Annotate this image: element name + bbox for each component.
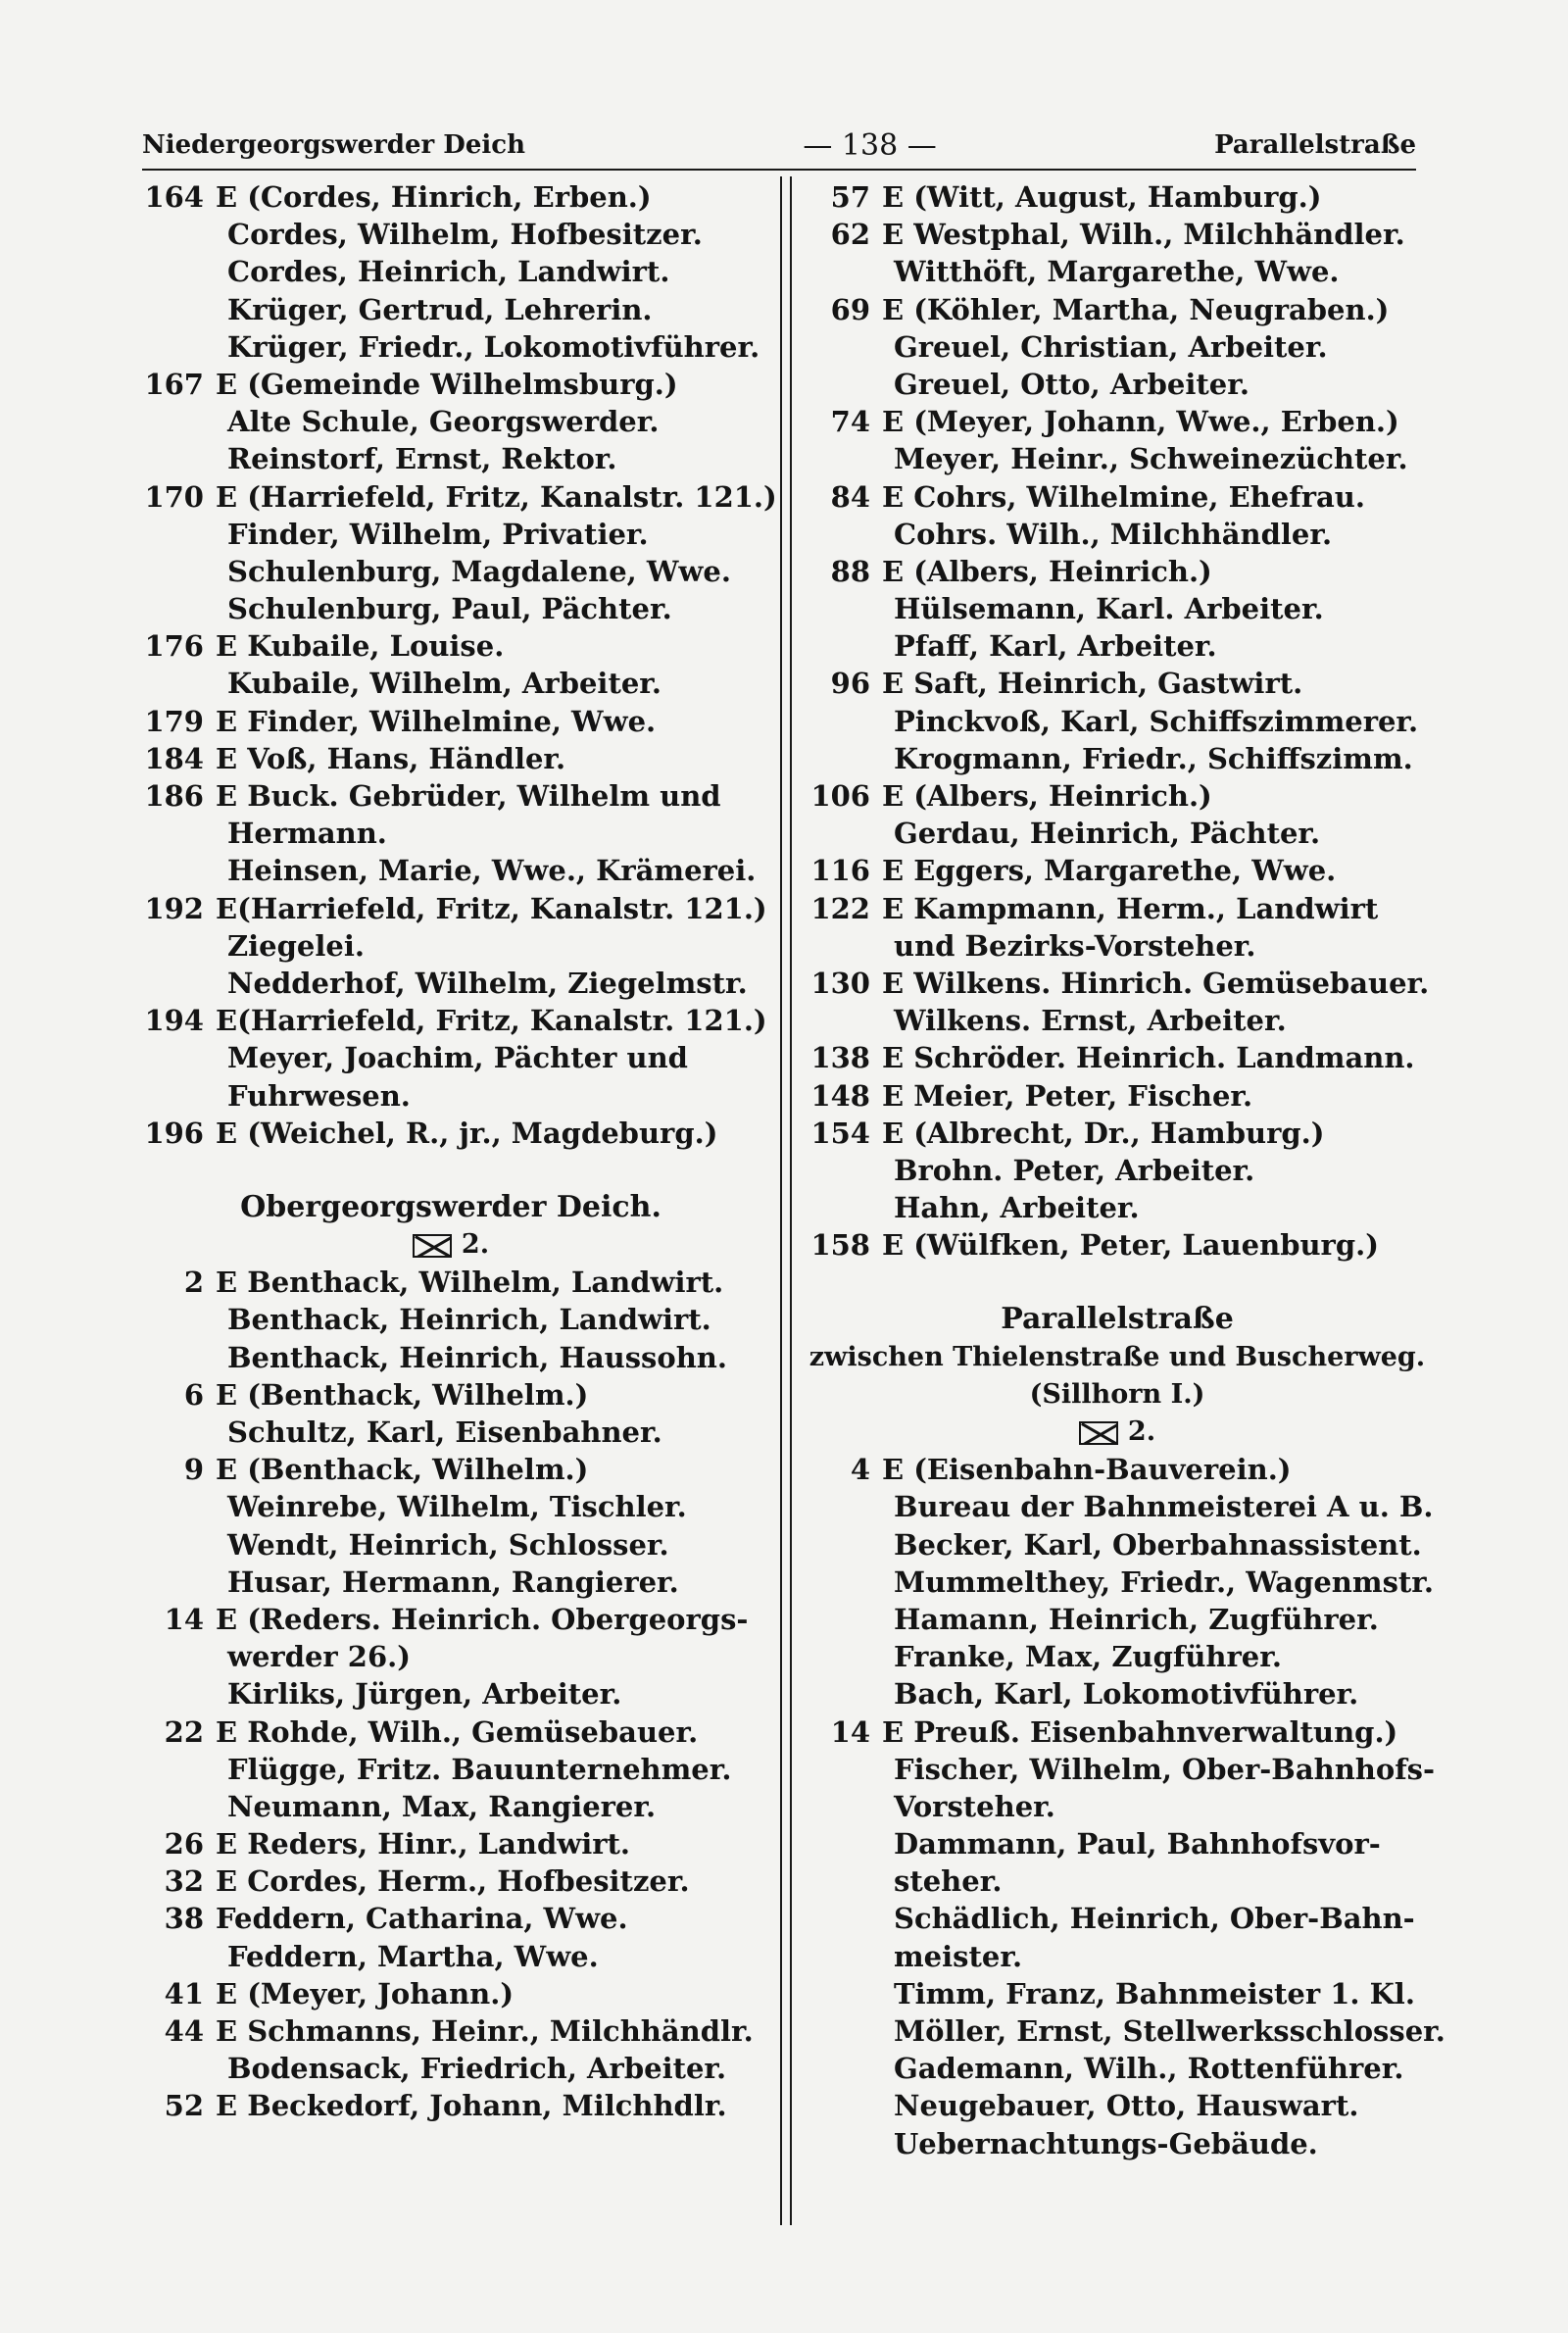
entry-text: E (Benthack, Wilhelm.) (216, 1377, 589, 1412)
left-column (137, 178, 777, 2125)
resident-line: Meyer, Joachim, Pächter und (227, 1041, 688, 1075)
resident-line: steher. (894, 1864, 1003, 1899)
house-entry (137, 366, 764, 403)
house-entry (804, 1713, 1431, 1751)
header-street-left: Niedergeorgswerder Deich (142, 130, 525, 160)
entry-text: E Wilkens. Hinrich. Gemüsebauer. (882, 966, 1430, 1000)
house-number: 164 (144, 180, 204, 214)
house-number: 52 (164, 2089, 204, 2123)
resident-line: Nedderhof, Wilhelm, Ziegelmstr. (227, 966, 748, 1000)
resident-line: Dammann, Paul, Bahnhofsvor- (894, 1827, 1381, 1861)
resident-line: Neumann, Max, Rangierer. (227, 1789, 657, 1823)
house-number: 196 (144, 1116, 204, 1150)
header-rule (142, 169, 1416, 171)
resident-line: Schädlich, Heinrich, Ober-Bahn- (894, 1902, 1415, 1936)
house-entry (137, 1713, 764, 1751)
house-entry (804, 178, 1431, 216)
resident-line: Krogmann, Friedr., Schiffszimm. (894, 741, 1413, 775)
house-entry (804, 1039, 1431, 1076)
house-number: 154 (810, 1116, 870, 1150)
house-entry (137, 2012, 764, 2050)
entry-text: E Cordes, Herm., Hofbesitzer. (216, 1864, 690, 1899)
resident-line: Vorsteher. (894, 1789, 1055, 1823)
entry-text: E Voß, Hans, Händler. (216, 741, 566, 775)
resident-line: Krüger, Friedr., Lokomotivführer. (227, 329, 760, 364)
resident-line: Witthöft, Margarethe, Wwe. (894, 255, 1340, 289)
house-entry (137, 627, 764, 665)
entry-text: E (Gemeinde Wilhelmsburg.) (216, 367, 678, 401)
resident-line: meister. (894, 1939, 1023, 1973)
house-entry (137, 1451, 764, 1488)
resident-line: Gademann, Wilh., Rottenführer. (894, 2052, 1404, 2086)
house-number: 179 (144, 704, 204, 738)
house-entry (804, 291, 1431, 328)
resident-line: Kirliks, Jürgen, Arbeiter. (227, 1677, 622, 1712)
house-number: 32 (164, 1864, 204, 1899)
resident-line: Hülsemann, Karl. Arbeiter. (894, 592, 1324, 626)
entry-text: E Cohrs, Wilhelmine, Ehefrau. (882, 479, 1365, 514)
house-number: 170 (144, 479, 204, 514)
house-entry (804, 216, 1431, 253)
resident-line: Heinsen, Marie, Wwe., Krämerei. (227, 854, 757, 888)
entry-text: E(Harriefeld, Fritz, Kanalstr. 121.) (216, 891, 767, 925)
house-entry (804, 478, 1431, 516)
resident-line: Franke, Max, Zugführer. (894, 1640, 1282, 1674)
resident-line: Pinckvoß, Karl, Schiffszimmerer. (894, 704, 1419, 738)
resident-line: Bureau der Bahnmeisterei A u. B. (894, 1490, 1434, 1524)
house-number: 26 (164, 1827, 204, 1861)
entry-text: E (Reders. Heinrich. Obergeorgs- (216, 1602, 749, 1636)
entry-text: E (Weichel, R., jr., Magdeburg.) (216, 1116, 718, 1150)
house-entry (137, 740, 764, 777)
house-number: 96 (830, 667, 870, 701)
house-number: 14 (164, 1602, 204, 1636)
house-number: 69 (830, 292, 870, 326)
postal-district-number: 2. (461, 1229, 490, 1261)
entry-text: E (Meyer, Johann, Wwe., Erben.) (882, 405, 1399, 439)
house-number: 41 (164, 1976, 204, 2010)
entry-text: E (Cordes, Hinrich, Erben.) (216, 180, 652, 214)
resident-line: Schulenburg, Magdalene, Wwe. (227, 554, 731, 588)
house-entry (804, 1077, 1431, 1115)
entry-text: E Buck. Gebrüder, Wilhelm und (216, 779, 721, 813)
resident-line: Fischer, Wilhelm, Ober-Bahnhofs- (894, 1752, 1436, 1786)
house-entry (804, 777, 1431, 815)
house-number: 184 (144, 741, 204, 775)
house-number: 38 (164, 1902, 204, 1936)
entry-text: E Rohde, Wilh., Gemüsebauer. (216, 1714, 699, 1749)
house-number: 176 (144, 629, 204, 664)
spacer (137, 1152, 764, 1189)
house-entry (137, 1825, 764, 1862)
resident-line: Cordes, Heinrich, Landwirt. (227, 255, 670, 289)
resident-line: Hermann. (227, 817, 387, 851)
entry-text: E (Köhler, Martha, Neugraben.) (882, 292, 1390, 326)
postal-district (804, 1414, 1431, 1451)
resident-line: Kubaile, Wilhelm, Arbeiter. (227, 667, 662, 701)
resident-line: und Bezirks-Vorsteher. (894, 928, 1256, 963)
entry-text: E Eggers, Margarethe, Wwe. (882, 854, 1337, 888)
resident-line: Greuel, Christian, Arbeiter. (894, 329, 1328, 364)
entry-text: E Meier, Peter, Fischer. (882, 1078, 1253, 1113)
spacer (804, 1264, 1431, 1301)
house-number: 138 (810, 1041, 870, 1075)
entry-text: E (Harriefeld, Fritz, Kanalstr. 121.) (216, 479, 777, 514)
resident-line: Brohn. Peter, Arbeiter. (894, 1153, 1255, 1187)
envelope-icon (413, 1234, 452, 1258)
house-number: 167 (144, 367, 204, 401)
resident-line: Wendt, Heinrich, Schlosser. (227, 1527, 669, 1562)
house-entry (804, 1451, 1431, 1488)
entry-text: E (Witt, August, Hamburg.) (882, 180, 1322, 214)
house-entry (137, 703, 764, 740)
entry-text: E (Wülfken, Peter, Lauenburg.) (882, 1228, 1379, 1263)
house-number: 194 (144, 1004, 204, 1038)
house-number: 6 (183, 1377, 204, 1412)
house-number: 148 (810, 1078, 870, 1113)
entry-text: E (Albers, Heinrich.) (882, 779, 1212, 813)
house-entry (137, 890, 767, 927)
house-number: 9 (183, 1453, 204, 1487)
header-street-right: Parallelstraße (1214, 130, 1416, 160)
resident-line: Weinrebe, Wilhelm, Tischler. (227, 1490, 687, 1524)
resident-line: Alte Schule, Georgswerder. (227, 405, 660, 439)
resident-line: Wilkens. Ernst, Arbeiter. (894, 1004, 1287, 1038)
house-entry (137, 777, 764, 815)
resident-line: Uebernachtungs-Gebäude. (894, 2126, 1318, 2160)
resident-line: Benthack, Heinrich, Landwirt. (227, 1303, 711, 1337)
house-entry (137, 1975, 764, 2012)
entry-text: E Kubaile, Louise. (216, 629, 505, 664)
resident-line: Reinstorf, Ernst, Rektor. (227, 442, 617, 476)
page-header (142, 125, 1416, 165)
resident-line: Bach, Karl, Lokomotivführer. (894, 1677, 1359, 1712)
postal-district (137, 1226, 764, 1264)
entry-text: E (Albrecht, Dr., Hamburg.) (882, 1116, 1325, 1150)
house-number: 84 (830, 479, 870, 514)
house-number: 22 (164, 1714, 204, 1749)
house-number: 44 (164, 2014, 204, 2048)
entry-text: Feddern, Catharina, Wwe. (216, 1902, 628, 1936)
house-number: 106 (810, 779, 870, 813)
house-entry (137, 1601, 764, 1638)
resident-line: Möller, Ernst, Stellwerksschlosser. (894, 2014, 1446, 2048)
house-number: 62 (830, 218, 870, 252)
street-heading: Parallelstraße (1001, 1302, 1234, 1337)
column-divider (780, 176, 792, 2225)
street-heading: Obergeorgswerder Deich. (240, 1189, 662, 1224)
house-entry (804, 1226, 1431, 1264)
street-subheading: (Sillhorn I.) (1029, 1378, 1205, 1410)
entry-text: E Preuß. Eisenbahnverwaltung.) (882, 1714, 1398, 1749)
resident-line: Fuhrwesen. (227, 1078, 411, 1113)
house-number: 14 (830, 1714, 870, 1749)
house-entry (804, 965, 1431, 1002)
entry-text: E Saft, Heinrich, Gastwirt. (882, 667, 1303, 701)
resident-line: Hamann, Heinrich, Zugführer. (894, 1602, 1379, 1636)
house-number: 192 (144, 891, 204, 925)
resident-line: Timm, Franz, Bahnmeister 1. Kl. (894, 1976, 1415, 2010)
resident-line: Meyer, Heinr., Schweinezüchter. (894, 442, 1408, 476)
entry-text: E (Meyer, Johann.) (216, 1976, 514, 2010)
entry-text: E (Benthack, Wilhelm.) (216, 1453, 589, 1487)
resident-line: Flügge, Fritz. Bauunternehmer. (227, 1752, 732, 1786)
resident-line: Schulenburg, Paul, Pächter. (227, 592, 672, 626)
entry-text: E Beckedorf, Johann, Milchhdlr. (216, 2089, 727, 2123)
house-number: 122 (810, 891, 870, 925)
house-entry (804, 553, 1431, 590)
house-number: 186 (144, 779, 204, 813)
house-entry (137, 1900, 764, 1937)
entry-text: E(Harriefeld, Fritz, Kanalstr. 121.) (216, 1004, 767, 1038)
house-number: 74 (830, 405, 870, 439)
house-number: 57 (830, 180, 870, 214)
entry-text: E Schröder. Heinrich. Landmann. (882, 1041, 1415, 1075)
resident-line: Cordes, Wilhelm, Hofbesitzer. (227, 218, 703, 252)
resident-line: Schultz, Karl, Eisenbahner. (227, 1415, 662, 1449)
entry-text: E Kampmann, Herm., Landwirt (882, 891, 1379, 925)
resident-line: Husar, Hermann, Rangierer. (227, 1564, 679, 1599)
entry-text: E Finder, Wilhelmine, Wwe. (216, 704, 657, 738)
house-entry (137, 178, 764, 216)
right-column (804, 178, 1446, 2162)
resident-line: Becker, Karl, Oberbahnassistent. (894, 1527, 1422, 1562)
entry-text: E Benthack, Wilhelm, Landwirt. (216, 1266, 724, 1300)
house-entry (804, 1115, 1431, 1152)
house-entry (804, 403, 1431, 440)
resident-line: Mummelthey, Friedr., Wagenmstr. (894, 1564, 1434, 1599)
entry-text: E (Albers, Heinrich.) (882, 554, 1212, 588)
entry-text: E Reders, Hinr., Landwirt. (216, 1827, 630, 1861)
resident-line: Benthack, Heinrich, Haussohn. (227, 1340, 727, 1374)
house-entry (137, 1264, 764, 1301)
entry-text: E Westphal, Wilh., Milchhändler. (882, 218, 1405, 252)
postal-district-number: 2. (1127, 1416, 1156, 1447)
house-entry (137, 1376, 764, 1414)
house-number: 130 (810, 966, 870, 1000)
house-entry (804, 665, 1431, 702)
house-entry (137, 1002, 767, 1039)
house-number: 158 (810, 1228, 870, 1263)
resident-line: Pfaff, Karl, Arbeiter. (894, 629, 1217, 664)
resident-line: Krüger, Gertrud, Lehrerin. (227, 292, 653, 326)
resident-line: werder 26.) (227, 1640, 411, 1674)
house-entry (804, 890, 1431, 927)
resident-line: Feddern, Martha, Wwe. (227, 1939, 599, 1973)
house-entry (137, 478, 777, 516)
resident-line: Finder, Wilhelm, Privatier. (227, 517, 649, 551)
house-entry (804, 852, 1431, 889)
house-number: 88 (830, 554, 870, 588)
entry-text: E (Eisenbahn-Bauverein.) (882, 1453, 1292, 1487)
resident-line: Gerdau, Heinrich, Pächter. (894, 817, 1321, 851)
resident-line: Bodensack, Friedrich, Arbeiter. (227, 2052, 727, 2086)
envelope-icon (1079, 1421, 1118, 1445)
house-number: 116 (810, 854, 870, 888)
page-number: — 138 — (803, 127, 937, 163)
house-number: 4 (850, 1453, 870, 1487)
resident-line: Cohrs. Wilh., Milchhändler. (894, 517, 1333, 551)
resident-line: Hahn, Arbeiter. (894, 1191, 1140, 1225)
street-subheading: zwischen Thielenstraße und Buscherweg. (808, 1341, 1426, 1372)
entry-text: E Schmanns, Heinr., Milchhändlr. (216, 2014, 754, 2048)
house-number: 2 (183, 1266, 204, 1300)
house-entry (137, 1862, 764, 1900)
resident-line: Neugebauer, Otto, Hauswart. (894, 2089, 1359, 2123)
house-entry (137, 1115, 764, 1152)
resident-line: Greuel, Otto, Arbeiter. (894, 367, 1250, 401)
resident-line: Ziegelei. (227, 928, 365, 963)
house-entry (137, 2087, 764, 2124)
